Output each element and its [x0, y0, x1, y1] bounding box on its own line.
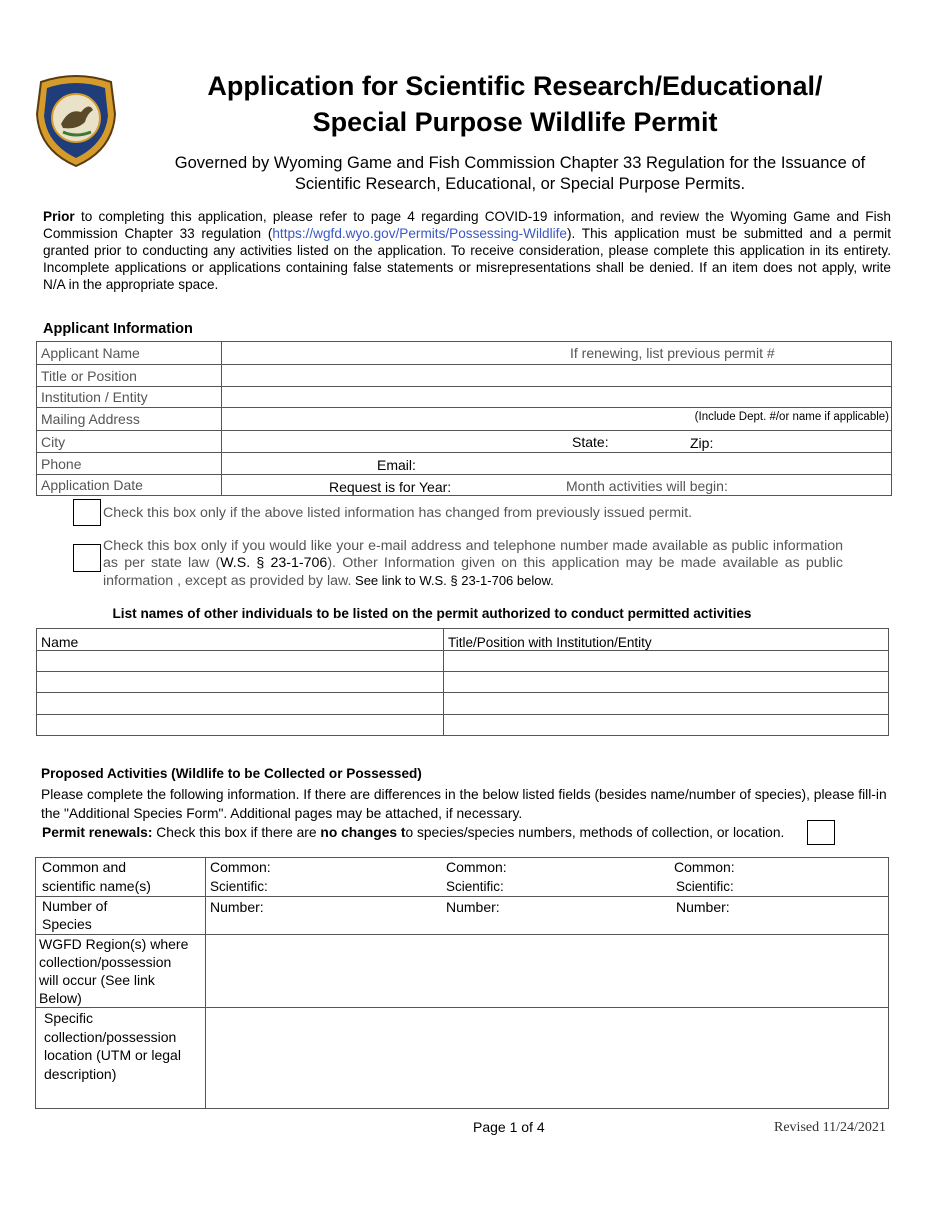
individual-title-field[interactable]	[444, 672, 889, 693]
public-info-link-note: See link to W.S. § 23-1-706 below.	[351, 573, 554, 588]
intro-lead: Prior	[43, 209, 75, 224]
subtitle	[140, 153, 900, 195]
mailing-address-label: Mailing Address	[37, 408, 222, 431]
col-name-header: Name	[37, 629, 444, 651]
location-label-2: collection/possession	[44, 1028, 177, 1045]
location-label-1: Specific	[44, 1010, 94, 1026]
region-label	[36, 935, 206, 1008]
no-changes-checkbox[interactable]	[807, 820, 835, 845]
number-label-3: Number:	[676, 899, 730, 915]
application-date-label: Application Date	[37, 475, 222, 496]
page-title	[150, 68, 880, 140]
common-name-label-1: Common and	[42, 859, 127, 875]
scientific-label-2: Scientific:	[446, 879, 504, 894]
activities-heading: Proposed Activities (Wildlife to be Collected or Possessed)	[41, 766, 422, 781]
public-info-checkbox[interactable]	[73, 544, 101, 572]
applicant-heading: Applicant Information	[43, 321, 193, 337]
institution-field[interactable]	[222, 387, 892, 408]
state-label: State:	[572, 434, 609, 450]
number-species-label	[36, 897, 206, 935]
public-info-text-a: Check this box only if you would like your e-mail address and telephone number made available as public information as per state law (	[103, 538, 843, 571]
public-info-text-b: ). Other Information given on this application may be made available as public information , except as provided by law.	[103, 555, 843, 589]
individual-name-field[interactable]	[37, 672, 444, 693]
info-changed-checkbox[interactable]	[73, 499, 101, 526]
city-label: City	[37, 431, 222, 453]
scientific-label-3: Scientific:	[676, 879, 734, 894]
location-label-3: location (UTM or legal	[44, 1047, 181, 1063]
region-label-3: will occur (See link Below)	[39, 972, 155, 1006]
number-species-label-1: Number of	[42, 898, 108, 914]
renewal-text-a: Check this box if there are	[152, 825, 321, 840]
regulation-link[interactable]: https://wgfd.wyo.gov/Permits/Possessing-Wildlife	[272, 226, 567, 241]
title-line-1: Application for Scientific Research/Educational/	[207, 71, 823, 101]
number-species-label-2: Species	[42, 916, 92, 932]
mailing-address-field[interactable]	[222, 408, 892, 431]
common-label-2: Common:	[446, 859, 507, 875]
page-number: Page 1 of 4	[473, 1119, 545, 1135]
applicant-name-label: Applicant Name	[37, 342, 222, 365]
zip-label: Zip:	[690, 435, 714, 451]
renewal-lead: Permit renewals:	[42, 825, 153, 840]
individuals-table	[36, 628, 889, 736]
institution-label: Institution / Entity	[37, 387, 222, 408]
revised-date: Revised 11/24/2021	[774, 1120, 886, 1135]
individual-title-field[interactable]	[444, 651, 889, 672]
email-label: Email:	[377, 457, 416, 473]
month-begin-label: Month activities will begin:	[566, 478, 728, 494]
individual-title-field[interactable]	[444, 715, 889, 736]
applicant-name-field[interactable]	[222, 342, 892, 365]
subtitle-line-1: Governed by Wyoming Game and Fish Commission Chapter 33 Regulation for the Issuance of	[174, 154, 866, 172]
col-title-header: Title/Position with Institution/Entity	[444, 629, 889, 651]
region-field[interactable]	[206, 935, 889, 1008]
location-label	[36, 1008, 206, 1109]
public-info-law: W.S. § 23-1-706	[220, 555, 328, 571]
common-name-label-2: scientific name(s)	[42, 878, 151, 894]
wgfd-seal-logo	[33, 72, 119, 168]
title-label: Title or Position	[37, 365, 222, 387]
applicant-table	[36, 341, 892, 496]
individual-name-field[interactable]	[37, 693, 444, 715]
location-label-4: description)	[44, 1065, 117, 1082]
species-table	[35, 857, 889, 1109]
renewal-text-b: o species/species numbers, methods of collection, or location.	[405, 825, 785, 840]
number-label-1: Number:	[210, 899, 264, 915]
scientific-label-1: Scientific:	[210, 879, 268, 894]
info-changed-text: Check this box only if the above listed information has changed from previously issued permit.	[103, 505, 693, 521]
title-field[interactable]	[222, 365, 892, 387]
phone-label: Phone	[37, 453, 222, 475]
renewal-bold: no changes t	[320, 825, 406, 840]
region-label-2: collection/possession	[39, 954, 172, 970]
intro-paragraph	[43, 208, 891, 293]
phone-field[interactable]	[222, 453, 892, 475]
renew-permit-label: If renewing, list previous permit #	[570, 345, 775, 361]
application-date-field[interactable]	[222, 475, 892, 496]
species-number-field[interactable]	[206, 897, 889, 935]
common-label-1: Common:	[210, 859, 271, 875]
number-label-2: Number:	[446, 899, 500, 915]
common-name-label	[36, 858, 206, 897]
city-field[interactable]	[222, 431, 892, 453]
intro-text-2: ). This application must be submitted and a permit granted prior to conducting any activities listed on the application. To receive consideration, please complete this application in its entirety. Incomplete applications or applications containing false statements or misrepresentations shall be denied. If an item does not apply, write N/A in the appropriate space.	[43, 226, 891, 292]
public-info-text	[103, 538, 843, 590]
mailing-note: (Include Dept. #/or name if applicable)	[694, 411, 889, 423]
request-year-label: Request is for Year:	[329, 479, 452, 495]
location-field[interactable]	[206, 1008, 889, 1109]
subtitle-line-2: Scientific Research, Educational, or Special Purpose Permits.	[294, 175, 746, 193]
individual-name-field[interactable]	[37, 651, 444, 672]
individual-name-field[interactable]	[37, 715, 444, 736]
activities-instructions: Please complete the following information. If there are differences in the below listed fields (besides name/number of species), please fill-in the "Additional Species Form". Additional pages may be attached, if necessary.	[41, 787, 887, 821]
intro-text-1: to completing this application, please refer to page 4 regarding COVID-19 information, and review the Wyoming Game and Fish Commission Chapter 33 regulation (	[43, 209, 891, 241]
individual-title-field[interactable]	[444, 693, 889, 715]
species-names-field[interactable]	[206, 858, 889, 897]
renewal-text	[42, 825, 784, 840]
common-label-3: Common:	[674, 859, 735, 875]
individuals-heading: List names of other individuals to be listed on the permit authorized to conduct permitted activities	[112, 606, 752, 621]
title-line-2: Special Purpose Wildlife Permit	[312, 107, 718, 137]
region-label-1: WGFD Region(s) where	[39, 936, 189, 952]
